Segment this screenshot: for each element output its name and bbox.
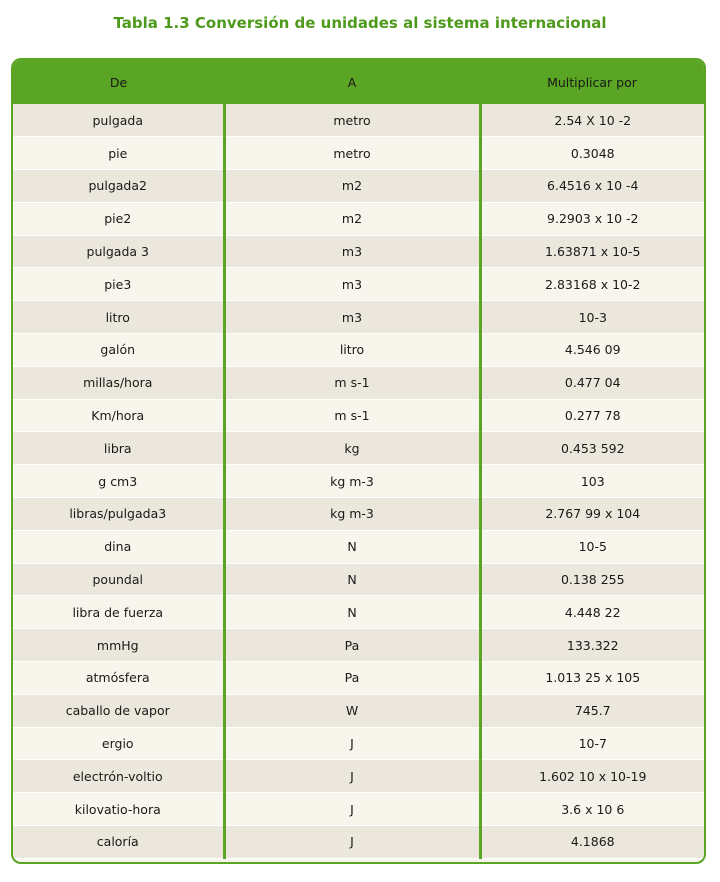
cell-de: atmósfera xyxy=(13,662,224,695)
cell-multiplicar-por: 1.63871 x 10-5 xyxy=(480,235,704,268)
table-row xyxy=(13,137,704,170)
cell-a: J xyxy=(224,793,480,826)
cell-multiplicar-por: 133.322 xyxy=(480,629,704,662)
cell-a: kg m-3 xyxy=(224,498,480,531)
cell-de: pie3 xyxy=(13,268,224,301)
cell-multiplicar-por: 0.3048 xyxy=(480,137,704,170)
table-row xyxy=(13,104,704,137)
header-row xyxy=(13,60,704,104)
cell-multiplicar-por: 745.7 xyxy=(480,694,704,727)
cell-a: W xyxy=(224,694,480,727)
table-row xyxy=(13,432,704,465)
cell-multiplicar-por: 10-7 xyxy=(480,727,704,760)
table-row xyxy=(13,498,704,531)
cell-de: pulgada2 xyxy=(13,170,224,203)
table-row xyxy=(13,760,704,793)
cell-a: m2 xyxy=(224,202,480,235)
table-row xyxy=(13,530,704,563)
cell-a: Pa xyxy=(224,662,480,695)
table-row xyxy=(13,202,704,235)
cell-de: g cm3 xyxy=(13,465,224,498)
cell-a: m s-1 xyxy=(224,399,480,432)
cell-a: J xyxy=(224,826,480,859)
cell-a: Pa xyxy=(224,629,480,662)
table-row xyxy=(13,465,704,498)
cell-de: electrón-voltio xyxy=(13,760,224,793)
cell-multiplicar-por: 10-3 xyxy=(480,301,704,334)
cell-a: m2 xyxy=(224,170,480,203)
header-multiplicar-por: Multiplicar por xyxy=(547,74,637,90)
table-row xyxy=(13,366,704,399)
cell-multiplicar-por: 6.4516 x 10 -4 xyxy=(480,170,704,203)
cell-a: metro xyxy=(224,137,480,170)
cell-de: libra de fuerza xyxy=(13,596,224,629)
cell-a: m3 xyxy=(224,235,480,268)
cell-de: litro xyxy=(13,301,224,334)
table-row xyxy=(13,301,704,334)
cell-multiplicar-por: 10-5 xyxy=(480,530,704,563)
cell-multiplicar-por: 103 xyxy=(480,465,704,498)
cell-de: mmHg xyxy=(13,629,224,662)
cell-de: dina xyxy=(13,530,224,563)
cell-de: caballo de vapor xyxy=(13,694,224,727)
cell-multiplicar-por: 4.546 09 xyxy=(480,334,704,367)
cell-multiplicar-por: 9.2903 x 10 -2 xyxy=(480,202,704,235)
table-body xyxy=(13,104,704,858)
cell-de: caloría xyxy=(13,826,224,859)
cell-multiplicar-por: 2.54 X 10 -2 xyxy=(480,104,704,137)
cell-multiplicar-por: 0.277 78 xyxy=(480,399,704,432)
cell-a: N xyxy=(224,530,480,563)
cell-a: J xyxy=(224,760,480,793)
cell-de: kilovatio-hora xyxy=(13,793,224,826)
cell-a: kg m-3 xyxy=(224,465,480,498)
cell-de: libras/pulgada3 xyxy=(13,498,224,531)
cell-de: pie2 xyxy=(13,202,224,235)
cell-de: ergio xyxy=(13,727,224,760)
conversion-table xyxy=(11,58,706,864)
table-row xyxy=(13,170,704,203)
table-row xyxy=(13,596,704,629)
cell-a: m3 xyxy=(224,268,480,301)
cell-a: m3 xyxy=(224,301,480,334)
table-row xyxy=(13,334,704,367)
cell-multiplicar-por: 1.013 25 x 105 xyxy=(480,662,704,695)
table-row xyxy=(13,235,704,268)
cell-a: N xyxy=(224,596,480,629)
table-row xyxy=(13,662,704,695)
cell-de: galón xyxy=(13,334,224,367)
table-title: Tabla 1.3 Conversión de unidades al sistema internacional xyxy=(113,14,607,32)
cell-a: litro xyxy=(224,334,480,367)
table-row xyxy=(13,694,704,727)
cell-multiplicar-por: 2.767 99 x 104 xyxy=(480,498,704,531)
table-row xyxy=(13,727,704,760)
table-row xyxy=(13,826,704,859)
table-row xyxy=(13,793,704,826)
header-a: A xyxy=(347,74,357,90)
cell-a: N xyxy=(224,563,480,596)
cell-multiplicar-por: 0.477 04 xyxy=(480,366,704,399)
cell-multiplicar-por: 1.602 10 x 10-19 xyxy=(480,760,704,793)
table-header xyxy=(13,60,704,104)
cell-multiplicar-por: 4.1868 xyxy=(480,826,704,859)
cell-multiplicar-por: 2.83168 x 10-2 xyxy=(480,268,704,301)
cell-multiplicar-por: 4.448 22 xyxy=(480,596,704,629)
cell-de: millas/hora xyxy=(13,366,224,399)
cell-a: m s-1 xyxy=(224,366,480,399)
conversion-table-grid xyxy=(13,60,704,859)
cell-multiplicar-por: 0.453 592 xyxy=(480,432,704,465)
cell-multiplicar-por: 0.138 255 xyxy=(480,563,704,596)
cell-de: pulgada 3 xyxy=(13,235,224,268)
cell-de: libra xyxy=(13,432,224,465)
table-row xyxy=(13,563,704,596)
cell-de: poundal xyxy=(13,563,224,596)
cell-de: pulgada xyxy=(13,104,224,137)
table-row xyxy=(13,629,704,662)
cell-multiplicar-por: 3.6 x 10 6 xyxy=(480,793,704,826)
header-de: De xyxy=(109,74,128,90)
table-row xyxy=(13,268,704,301)
cell-a: J xyxy=(224,727,480,760)
table-row xyxy=(13,399,704,432)
cell-de: Km/hora xyxy=(13,399,224,432)
cell-de: pie xyxy=(13,137,224,170)
cell-a: metro xyxy=(224,104,480,137)
cell-a: kg xyxy=(224,432,480,465)
